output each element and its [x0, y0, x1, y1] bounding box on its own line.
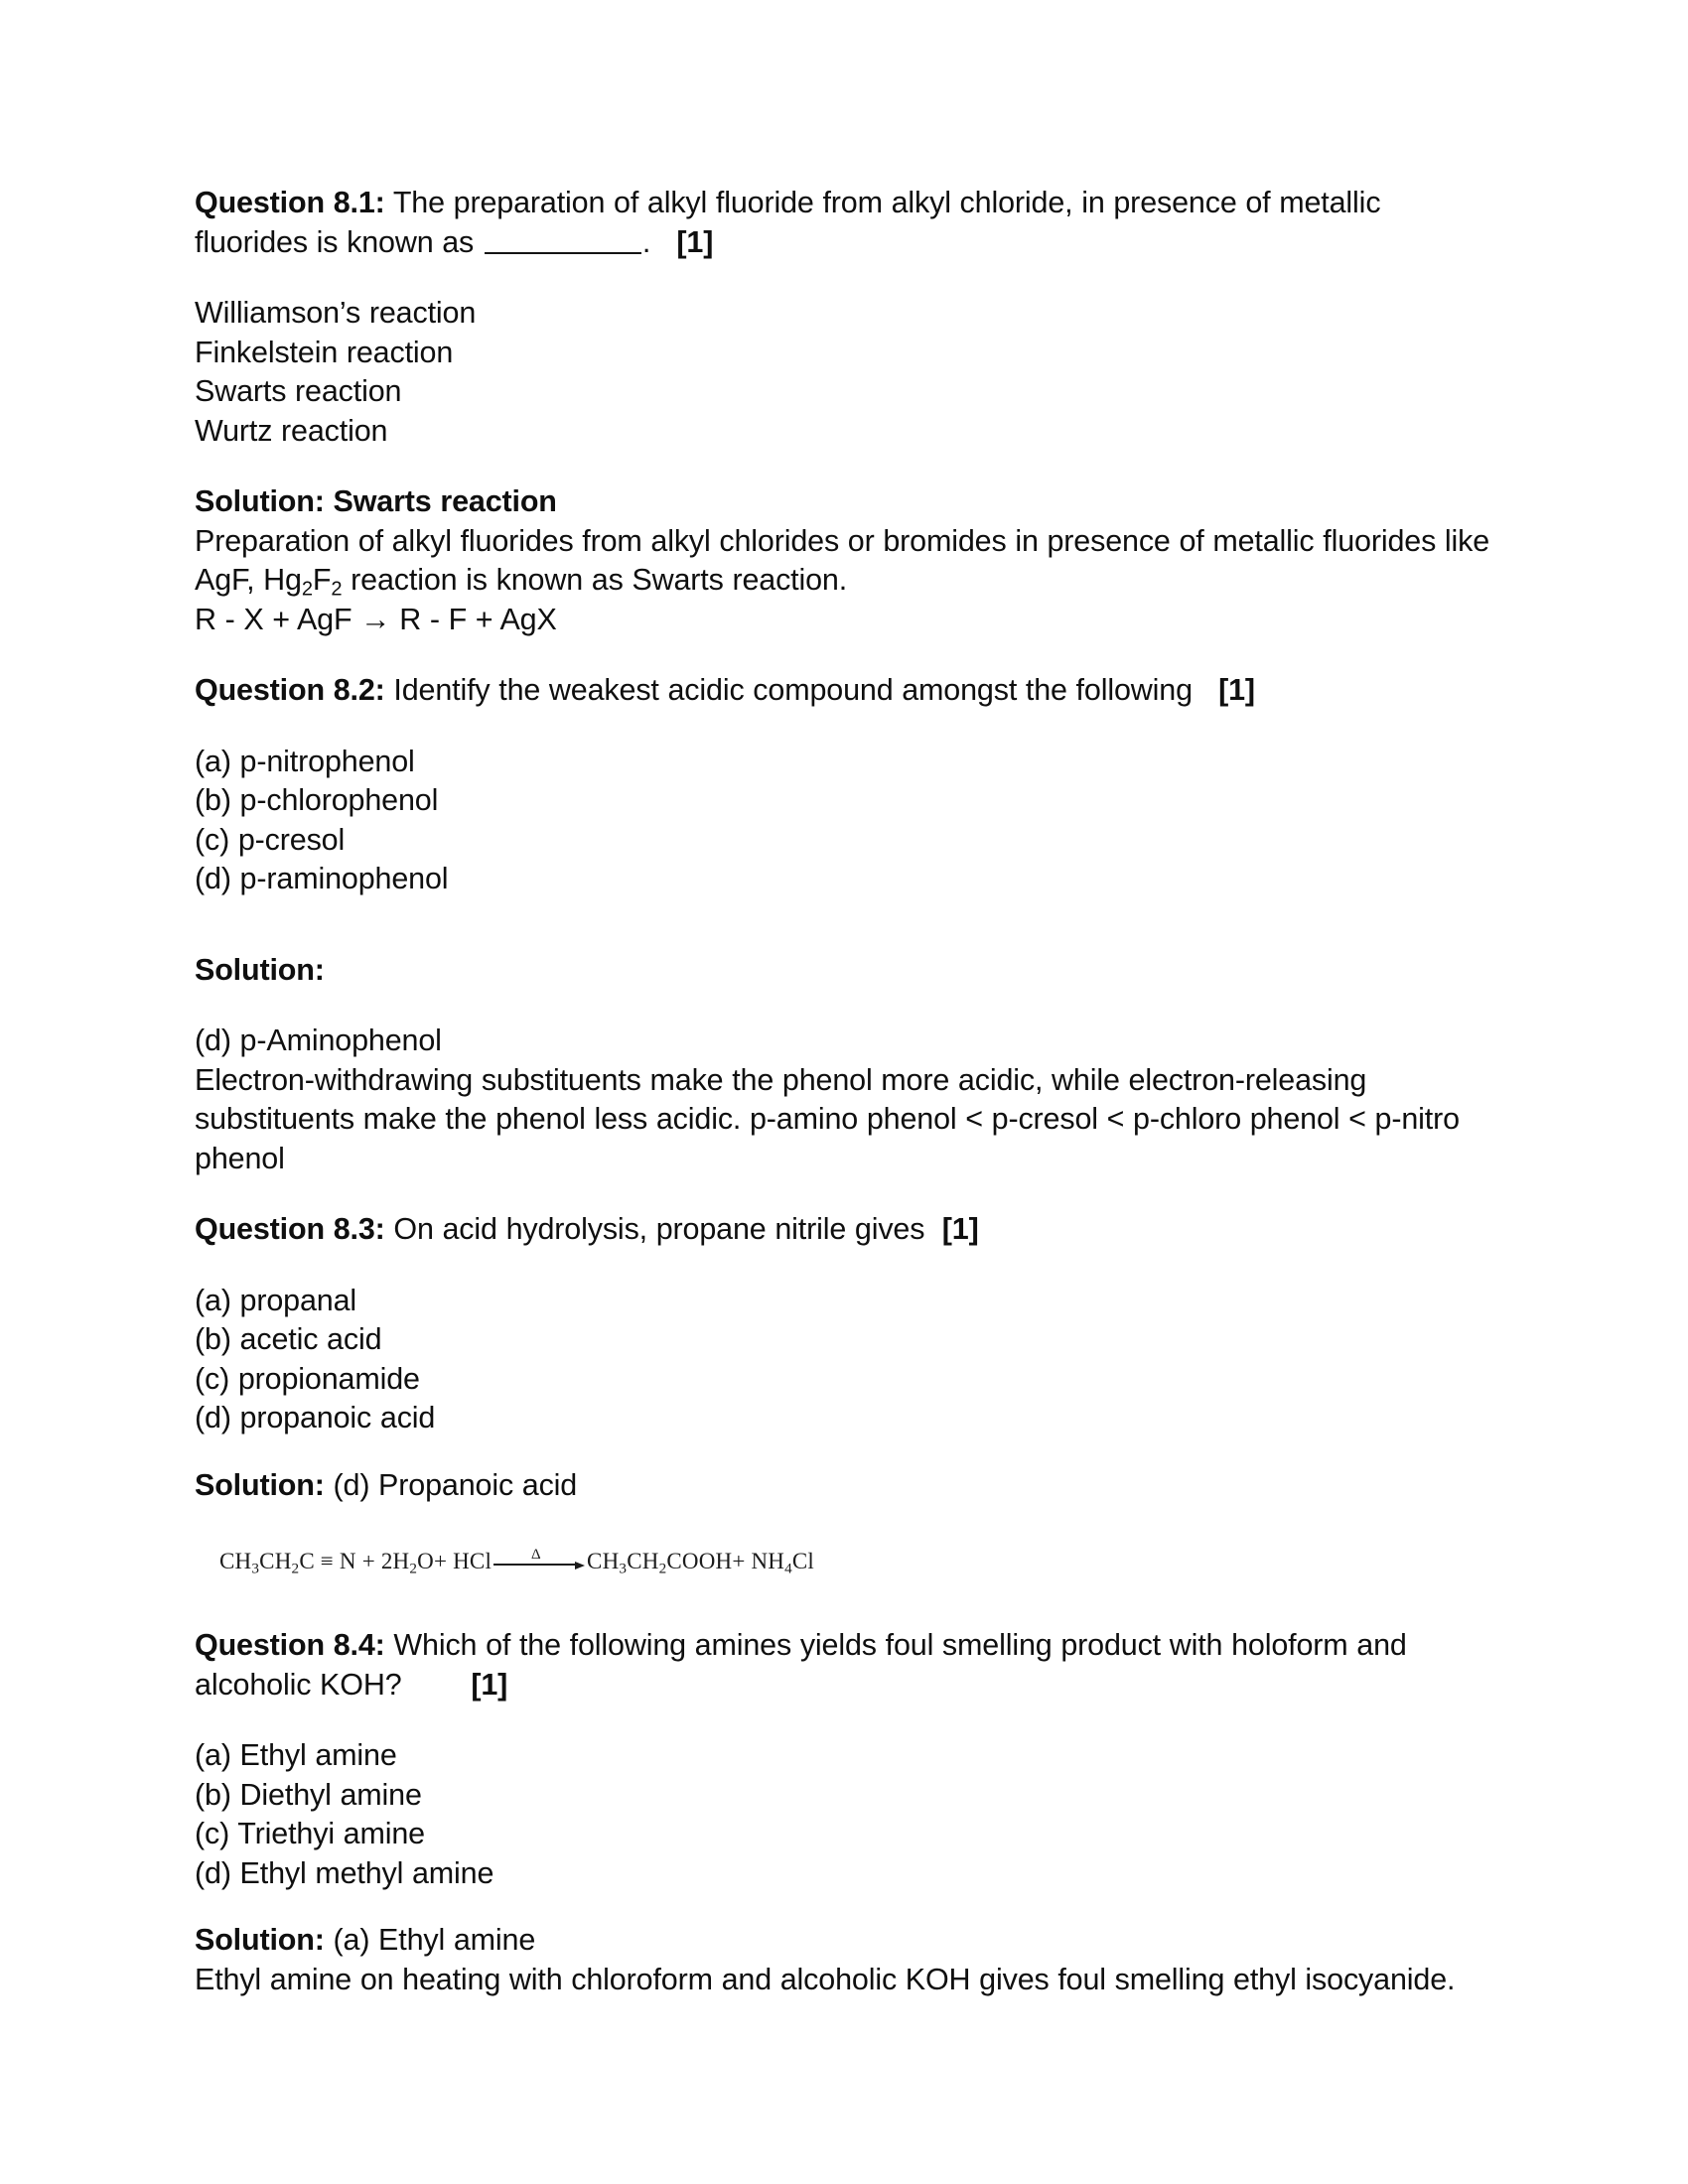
question-8-4-text: Which of the following amines yields foul smelling product with holoform and alcoholic KOH? — [195, 1628, 1407, 1702]
fill-in-blank-rule — [485, 230, 641, 254]
option-item: (b) Diethyl amine — [195, 1777, 422, 1812]
option-item: Wurtz reaction — [195, 413, 388, 448]
question-8-1-text-tail: . — [641, 224, 651, 259]
subscript-f2: 2 — [331, 578, 343, 601]
solution-8-3-label: Solution: — [195, 1467, 325, 1502]
solution-8-3-line — [195, 1466, 1495, 1506]
question-8-2-block — [195, 671, 1495, 1178]
solution-8-4-answer: (a) Ethyl amine — [324, 1923, 536, 1957]
page-content — [195, 184, 1495, 1999]
option-item: (d) p-raminophenol — [195, 862, 449, 895]
reaction-equation-figure — [219, 1547, 1495, 1577]
option-item: (a) p-nitrophenol — [195, 744, 415, 778]
reactant-water: + $2H_2O$ — [361, 1549, 434, 1577]
question-8-3-block — [195, 1210, 1495, 1577]
solution-8-2-label: Solution: — [195, 952, 325, 987]
option-item: (a) Ethyl amine — [195, 1738, 397, 1772]
option-item: (c) p-cresol — [195, 822, 346, 857]
solution-8-1-text: Preparation of alkyl fluorides from alkyl chlorides or bromides in presence of metallic fluorides like AgF, $Hg_2F_2$ reaction is known as Swarts reaction. — [195, 523, 1490, 601]
question-8-2-prompt — [195, 671, 1495, 711]
question-8-2-options — [195, 743, 1495, 899]
question-8-1-block — [195, 184, 1495, 639]
question-8-2-text: Identify the weakest acidic compound amongst the following — [384, 673, 1193, 707]
option-item: (b) acetic acid — [195, 1322, 382, 1356]
solution-8-4-label: Solution: — [195, 1923, 325, 1957]
question-8-1-text: The preparation of alkyl fluoride from alkyl chloride, in presence of metallic fluorides is known as — [195, 186, 1381, 259]
product-propanoic-acid: $CH_3CH_2COOH$ — [587, 1549, 733, 1577]
option-item: (b) p-chlorophenol — [195, 783, 439, 817]
option-item: Williamson’s reaction — [195, 296, 477, 330]
question-8-1-options — [195, 294, 1495, 451]
product-ammonium-chloride: + $NH_4Cl$ — [732, 1549, 815, 1577]
solution-8-3-answer: (d) Propanoic acid — [324, 1467, 578, 1502]
delta-heat-symbol: Δ — [531, 1547, 541, 1563]
question-8-2-marks: [1] — [1218, 673, 1255, 707]
reactant-hcl: + HCl — [433, 1549, 492, 1573]
question-8-1-prompt — [195, 184, 1495, 262]
question-8-4-label: Question 8.4: — [195, 1628, 385, 1662]
solution-8-2-answer: (d) p-Aminophenol — [195, 1024, 442, 1057]
question-8-3-label: Question 8.3: — [195, 1212, 385, 1246]
option-item: Swarts reaction — [195, 374, 402, 408]
question-8-3-prompt — [195, 1210, 1495, 1250]
solution-8-1-equation: R - X + AgF → R - F + AgX — [195, 602, 557, 636]
reaction-arrow-icon — [493, 1547, 585, 1571]
question-8-3-options — [195, 1282, 1495, 1438]
solution-8-1-label: Solution: Swarts reaction — [195, 484, 557, 518]
solution-8-2-explanation: Electron-withdrawing substituents make the phenol more acidic, while electron-releasing substituents make the phenol less acidic. p-amino phenol < p-cresol < p-chloro phenol < p-nitro phenol — [195, 1062, 1460, 1175]
option-item: Finkelstein reaction — [195, 335, 454, 369]
question-8-4-prompt — [195, 1626, 1495, 1705]
question-8-1-label: Question 8.1: — [195, 186, 385, 219]
question-8-2-label: Question 8.2: — [195, 673, 385, 707]
question-8-4-marks: [1] — [471, 1667, 508, 1702]
option-item: (a) propanal — [195, 1283, 357, 1317]
question-8-3-marks: [1] — [941, 1212, 979, 1246]
option-item: (c) propionamide — [195, 1361, 420, 1396]
option-item: (d) Ethyl methyl amine — [195, 1855, 494, 1890]
question-8-4-options — [195, 1736, 1495, 1893]
option-item: (d) propanoic acid — [195, 1401, 436, 1434]
question-8-3-text: On acid hydrolysis, propane nitrile gives — [384, 1212, 925, 1246]
solution-8-4-explanation: Ethyl amine on heating with chloroform and alcoholic KOH gives foul smelling ethyl isocyanide. — [195, 1962, 1456, 1996]
solution-8-4-line — [195, 1921, 1495, 1961]
question-8-1-marks: [1] — [676, 224, 714, 259]
reactant-propanenitrile: $CH_3CH_2C \equiv N$ — [219, 1549, 356, 1577]
option-item: (c) Triethyi amine — [195, 1817, 425, 1850]
subscript-hg2: 2 — [301, 578, 313, 601]
question-8-4-block — [195, 1626, 1495, 1999]
